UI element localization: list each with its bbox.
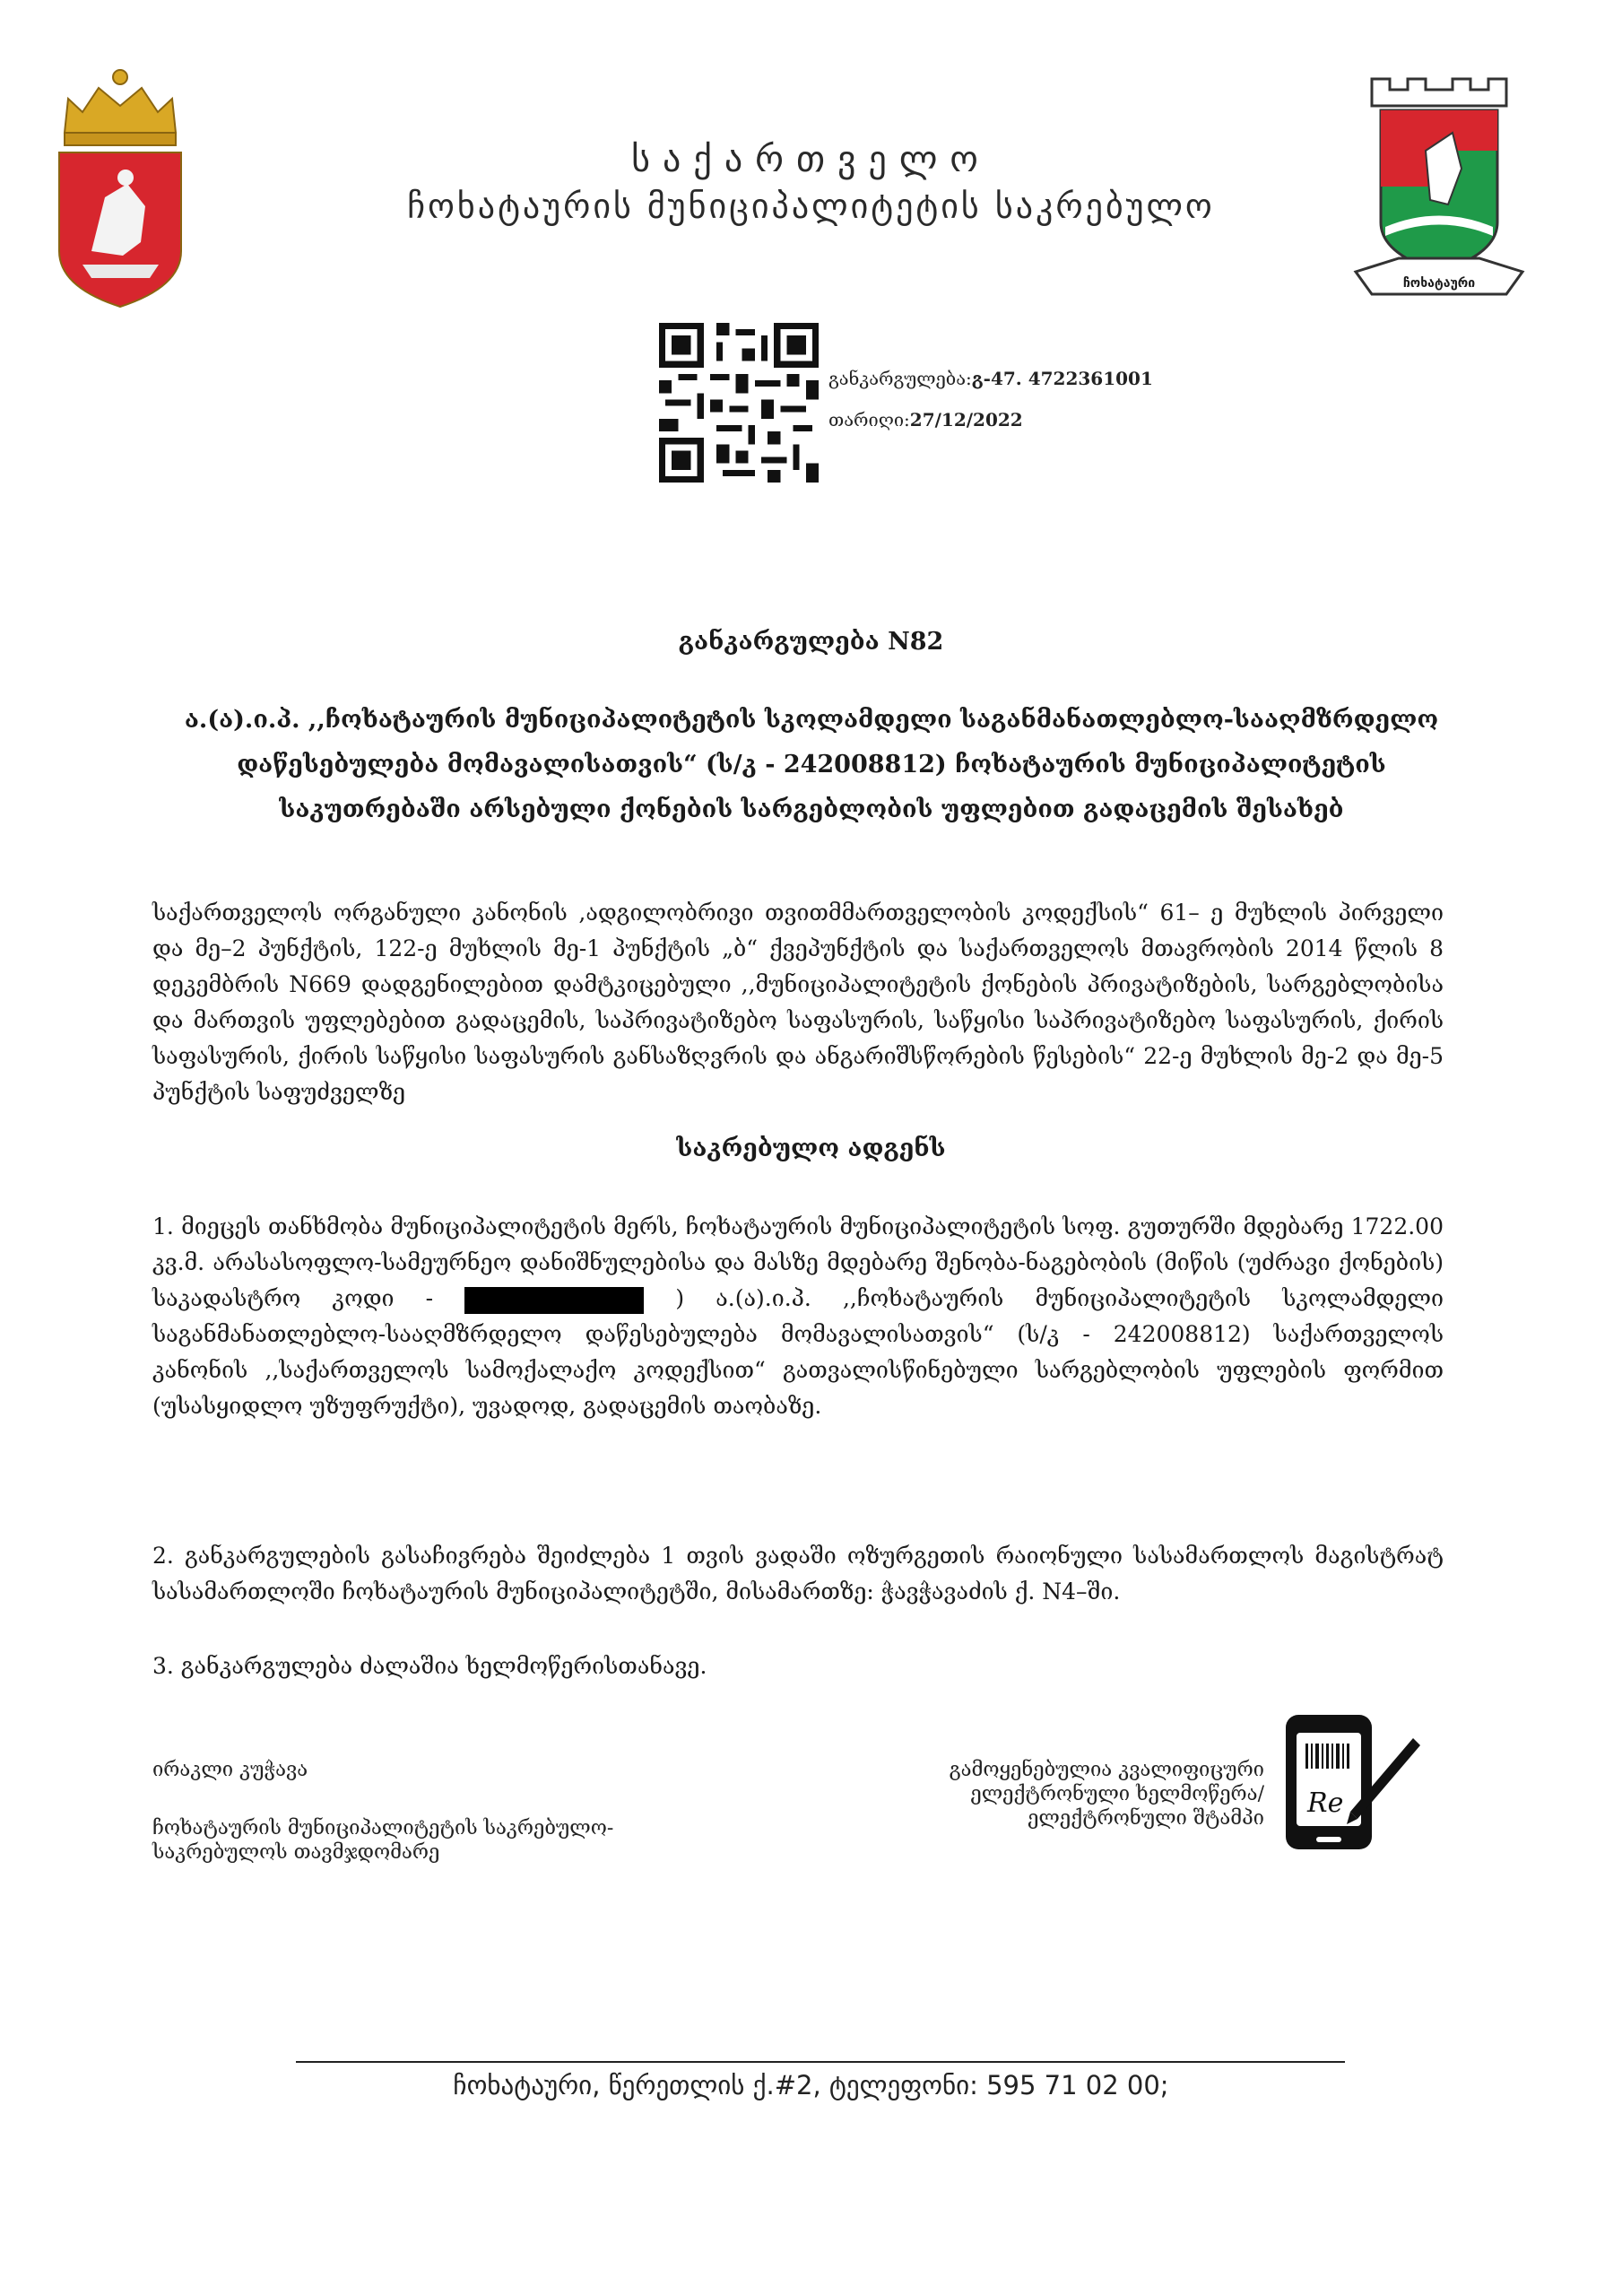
- footer-address: ჩოხატაური, წერეთლის ქ.#2, ტელეფონი: 595 71 02 00;: [453, 2070, 1169, 2100]
- redacted-cadastral-code: [464, 1287, 644, 1314]
- decision-item-1: 1. მიეცეს თანხმობა მუნიციპალიტეტის მერს, ჩოხატაურის მუნიციპალიტეტის სოფ. გუთურში მდებარე 1722.00 კვ.მ. არასასოფლო-სამეურნეო დანიშნულებისა და მასზე მდებარე შენობა-ნაგებობის (მიწის (უძრავი ქონების) საკადასტრო კოდი - ) ა.(ა).ი.პ. ,,ჩოხატაურის მუნიციპალიტეტის სკოლამდელი საგანმანათლებლო-სააღმზრდელო დაწესებულება მომავალისათვის“ (ს/კ - 242008812) საქართველოს კანონის ,,საქართველოს სამოქალაქო კოდექსით“ გათვალისწინებული სარგებლობის უფლების ფორმით (უსასყიდლო უზუფრუქტი), უვადოდ, გადაცემის თაობაზე.: [152, 1213, 1444, 1419]
- signer-position: ჩოხატაურის მუნიციპალიტეტის საკრებულო-საკრებულოს თავმჯდომარე: [152, 1817, 614, 1864]
- country-heading: საქართველო: [631, 139, 991, 180]
- electronic-signature-icon: [1280, 1711, 1424, 1855]
- footer-divider: [296, 2061, 1345, 2063]
- signer-name: ირაკლი კუჭავა: [152, 1759, 308, 1781]
- electronic-signature-note: გამოყენებულია კვალიფიცური ელექტრონული ხელმოწერა/ ელექტრონული შტამპი: [949, 1759, 1264, 1830]
- svg-text:Re: Re: [1307, 1787, 1344, 1819]
- order-title: განკარგულება N82: [678, 628, 944, 656]
- council-heading: ჩოხატაურის მუნიციპალიტეტის საკრებულო: [407, 187, 1215, 226]
- chokhatauri-emblem-icon: [1345, 70, 1533, 308]
- order-subject: ა.(ა).ი.პ. ,,ჩოხატაურის მუნიციპალიტეტის სკოლამდელი საგანმანათლებლო-სააღმზრდელო დაწესებულება მომავალისათვის“ (ს/კ - 242008812) ჩოხატაურის მუნიციპალიტეტის საკუთრებაში არსებული ქონების სარგებლობის უფლებით გადაცემის შესახებ: [184, 706, 1439, 823]
- preamble-paragraph: საქართველოს ორგანული კანონის ,ადგილობრივი თვითმმართველობის კოდექსის“ 61– ე მუხლის პირველი და მე–2 პუნქტის, 122-ე მუხლის მე-1 პუნქტის „ბ“ ქვეპუნქტის და საქართველოს მთავრობის 2014 წლის 8 დეკემბრის N669 დადგენილებით დამტკიცებული ,,მუნიციპალიტეტის ქონების პრივატიზების, სარგებლობისა და მართვის უფლებებით გადაცემის, საპრივატიზებო საფასურის, საწყისი საპრივატიზებო საფასურის, ქირის საფასურის, ქირის საწყისი საფასურის განსაზღვრის და ანგარიშსწორების წესების“ 22-ე მუხლის მე-2 და მე-5 პუნქტის საფუძველზე: [152, 900, 1444, 1105]
- qr-code-icon: [659, 323, 819, 483]
- decision-item-3: 3. განკარგულება ძალაშია ხელმოწერისთანავე.: [152, 1653, 707, 1679]
- georgia-coat-of-arms-icon: [56, 63, 185, 309]
- emblem-ribbon-label: ჩოხატაური: [1402, 276, 1476, 291]
- decision-item-2: 2. განკარგულების გასაჩივრება შეიძლება 1 თვის ვადაში ოზურგეთის რაიონული სასამართლოს მაგისტრატ სასამართლოში ჩოხატაურის მუნიციპალიტეტში, მისამართზე: ჭავჭავაძის ქ. N4–ში.: [152, 1543, 1444, 1605]
- order-date: თარიღი:27/12/2022: [828, 409, 1023, 430]
- decision-heading: საკრებულო ადგენს: [676, 1135, 946, 1162]
- order-number: განკარგულება:გ-47. 4722361001: [828, 368, 1153, 389]
